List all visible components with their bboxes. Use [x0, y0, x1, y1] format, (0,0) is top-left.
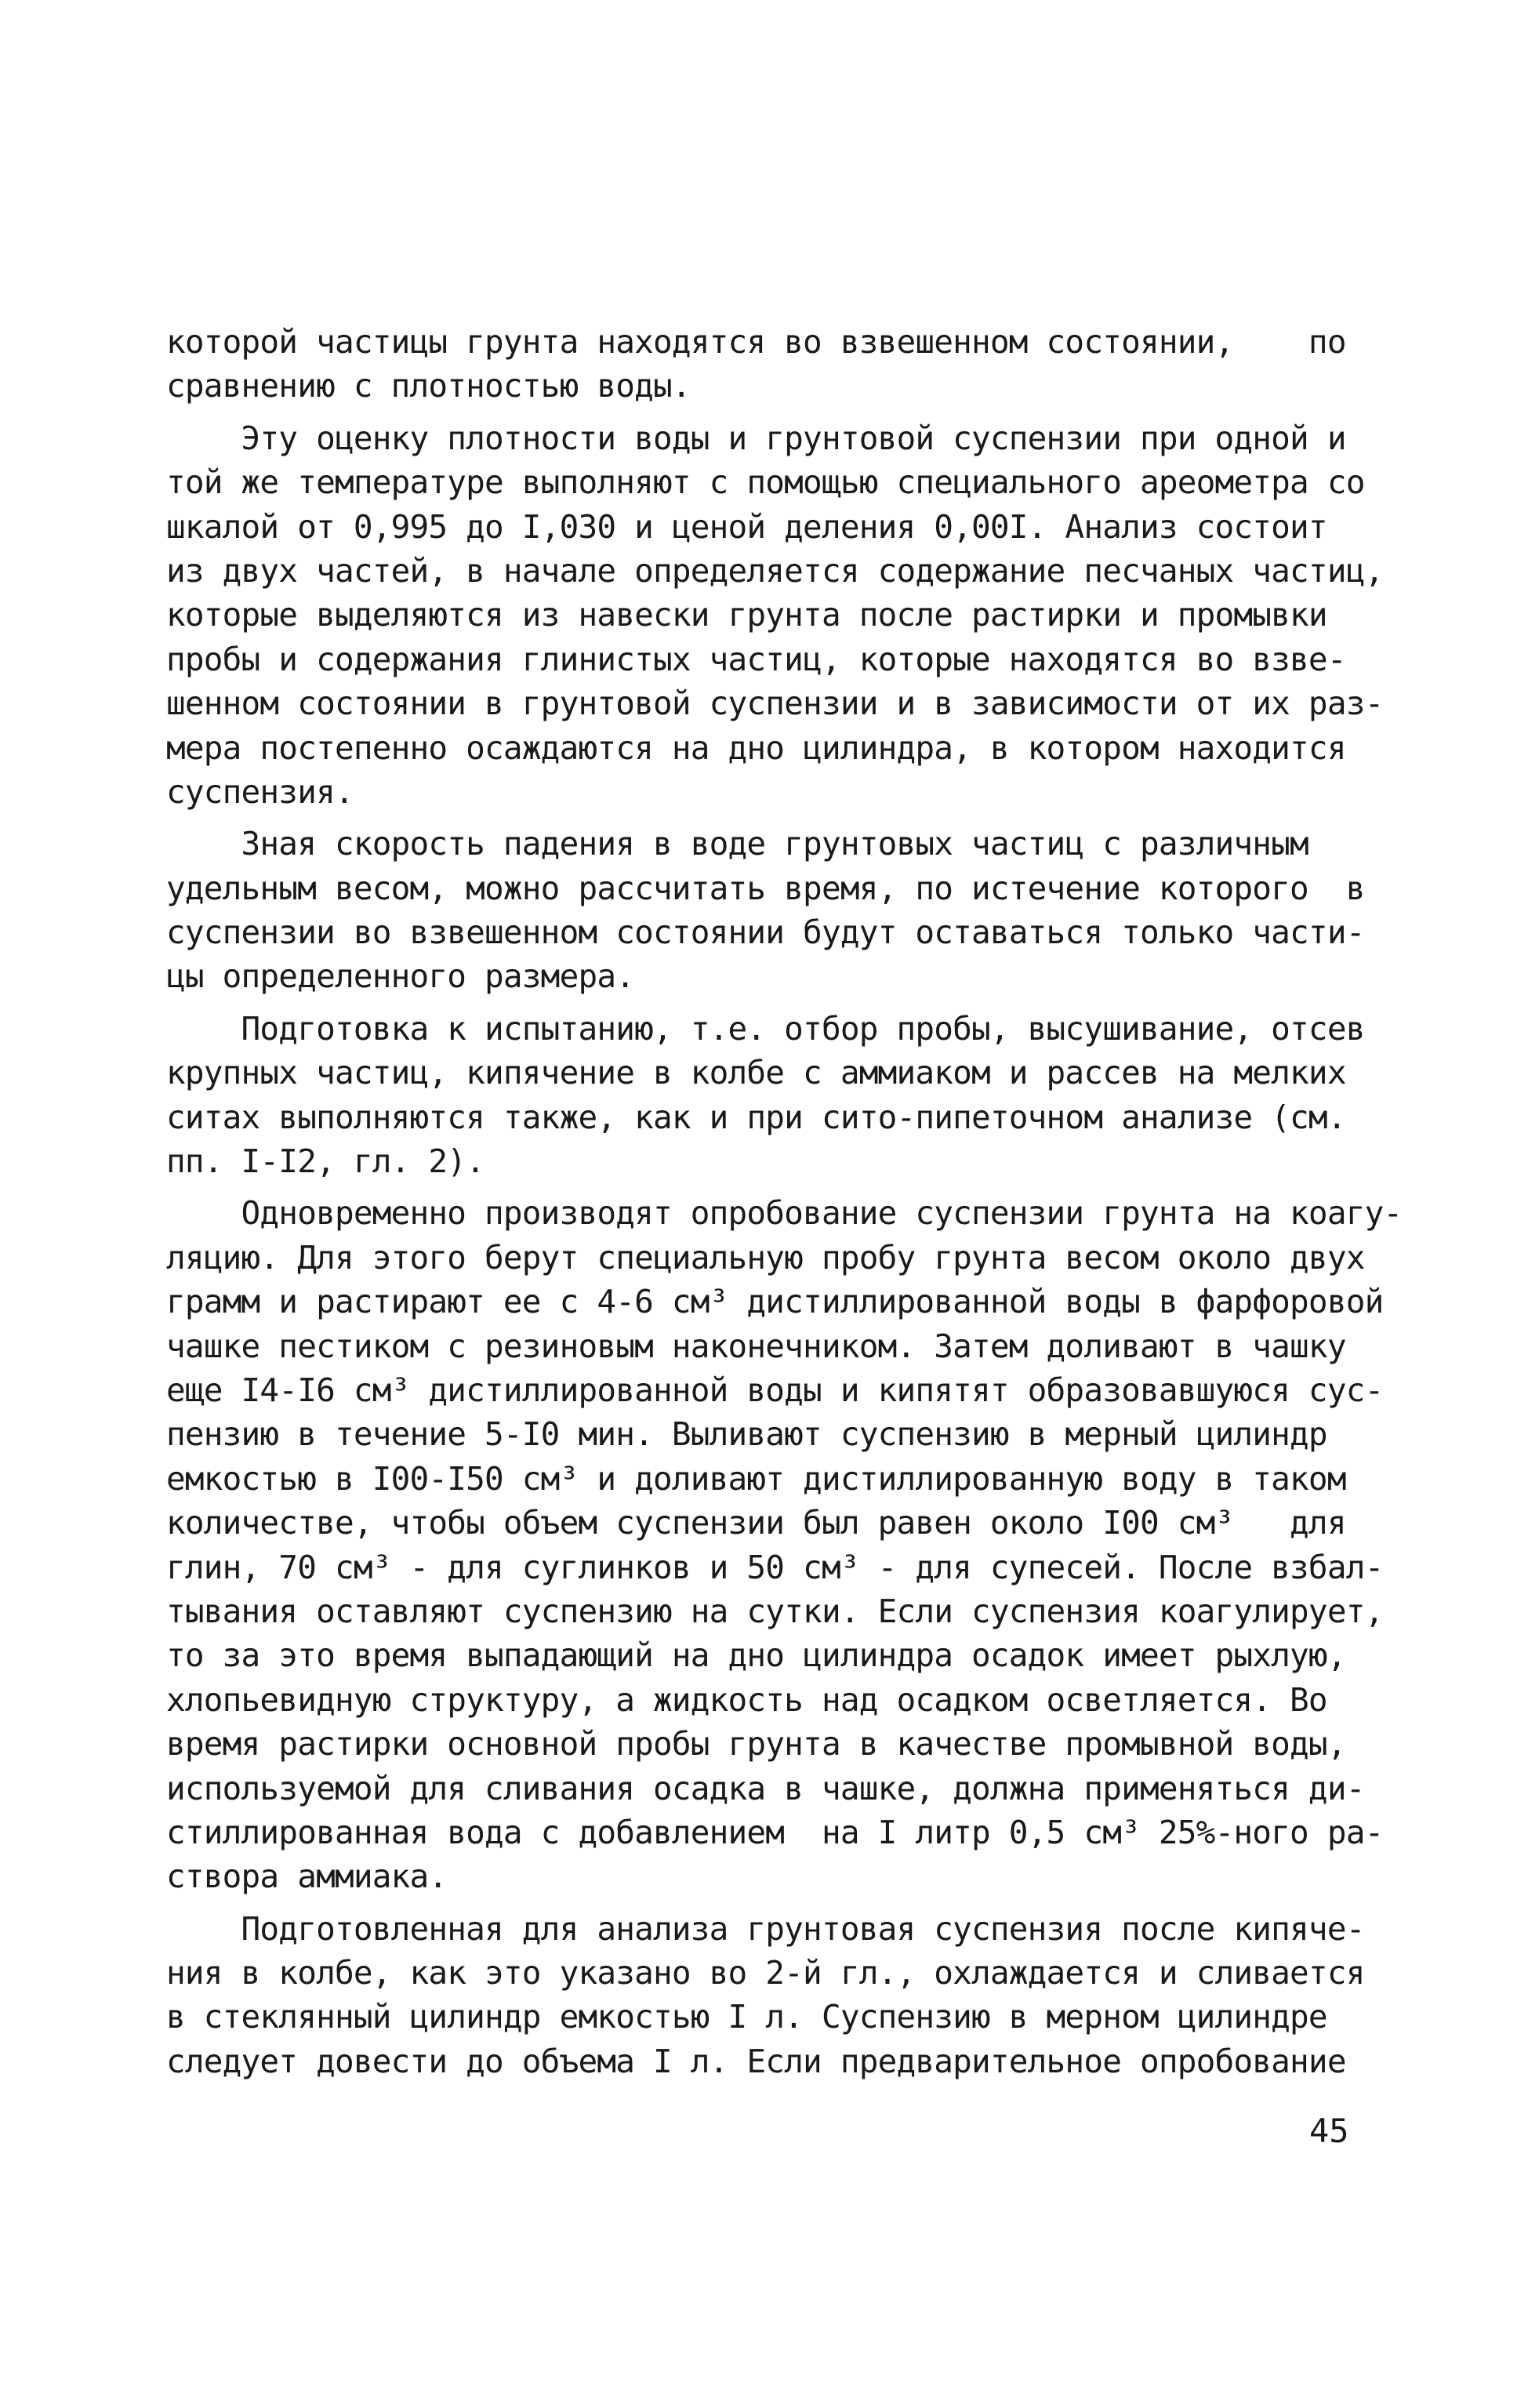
- text-line: Зная скорость падения в воде грунтовых частиц с различным: [166, 825, 1308, 863]
- text-line: Эту оценку плотности воды и грунтовой суспензии при одной и: [166, 419, 1346, 457]
- text-line: из двух частей, в начале определяется содержание песчаных частиц,: [166, 551, 1384, 590]
- text-line: створа аммиака.: [166, 1858, 448, 1896]
- text-line: используемой для сливания осадка в чашке, должна применяться ди-: [166, 1769, 1365, 1807]
- text-line: стиллированная вода с добавлением на I литр 0,5 см³ 25%-ного ра-: [166, 1813, 1384, 1851]
- text-line: еще I4-I6 см³ дистиллированной воды и кипятят образовавшуюся сус-: [166, 1371, 1384, 1409]
- text-line: емкостью в I00-I50 см³ и доливают дистиллированную воду в таком: [166, 1459, 1346, 1498]
- text-line: время растирки основной пробы грунта в качестве промывной воды,: [166, 1725, 1346, 1763]
- text-line: ляцию. Для этого берут специальную пробу грунта весом около двух: [166, 1238, 1365, 1277]
- text-line: суспензии во взвешенном состоянии будут оставаться только части-: [166, 913, 1365, 952]
- text-line: Одновременно производят опробование суспензии грунта на коагу-: [166, 1194, 1403, 1233]
- text-line: пробы и содержания глинистых частиц, которые находятся во взве-: [166, 640, 1346, 678]
- text-line: следует довести до объема I л. Если предварительное опробование: [166, 2042, 1346, 2080]
- text-line: количестве, чтобы объем суспензии был равен около I00 см³ для: [166, 1504, 1346, 1542]
- text-line: в стеклянный цилиндр емкостью I л. Суспензию в мерном цилиндре: [166, 1998, 1327, 2036]
- text-line: удельным весом, можно рассчитать время, по истечение которого в: [166, 869, 1365, 907]
- text-line: грамм и растирают ее с 4-6 см³ дистиллированной воды в фарфоровой: [166, 1283, 1384, 1321]
- text-line: ситах выполняются также, как и при сито-пипеточном анализе (см.: [166, 1098, 1346, 1136]
- page-number: 45: [1309, 2112, 1349, 2150]
- body-text: [166, 320, 1403, 2083]
- text-line: Подготовка к испытанию, т.е. отбор пробы, высушивание, отсев: [166, 1009, 1365, 1048]
- text-line: сравнению с плотностью воды.: [166, 367, 691, 405]
- text-line: шенном состоянии в грунтовой суспензии и в зависимости от их раз-: [166, 685, 1384, 723]
- text-line: тывания оставляют суспензию на сутки. Если суспензия коагулирует,: [166, 1592, 1384, 1630]
- text-line: которой частицы грунта находятся во взвешенном состоянии, по: [166, 323, 1346, 361]
- text-line: которые выделяются из навески грунта после растирки и промывки: [166, 596, 1327, 634]
- text-line: хлопьевидную структуру, а жидкость над осадком осветляется. Во: [166, 1680, 1327, 1719]
- text-line: мера постепенно осаждаются на дно цилиндра, в котором находится: [166, 728, 1346, 767]
- text-line: ния в колбе, как это указано во 2-й гл., охлаждается и сливается: [166, 1954, 1365, 1992]
- text-line: крупных частиц, кипячение в колбе с аммиаком и рассев на мелких: [166, 1054, 1346, 1092]
- text-line: пп. I-I2, гл. 2).: [166, 1142, 485, 1181]
- text-line: пензию в течение 5-I0 мин. Выливают суспензию в мерный цилиндр: [166, 1415, 1327, 1454]
- text-line: чашке пестиком с резиновым наконечником. Затем доливают в чашку: [166, 1327, 1346, 1365]
- text-line: то за это время выпадающий на дно цилиндра осадок имеет рыхлую,: [166, 1636, 1346, 1675]
- text-line: шкалой от 0,995 до I,030 и ценой деления 0,00I. Анализ состоит: [166, 507, 1327, 546]
- text-line: той же температуре выполняют с помощью специального ареометра со: [166, 463, 1365, 502]
- text-line: суспензия.: [166, 772, 354, 811]
- text-line: глин, 70 см³ - для суглинков и 50 см³ - для супесей. После взбал-: [166, 1548, 1384, 1586]
- text-line: цы определенного размера.: [166, 957, 635, 996]
- text-line: Подготовленная для анализа грунтовая суспензия после кипяче-: [166, 1909, 1365, 1948]
